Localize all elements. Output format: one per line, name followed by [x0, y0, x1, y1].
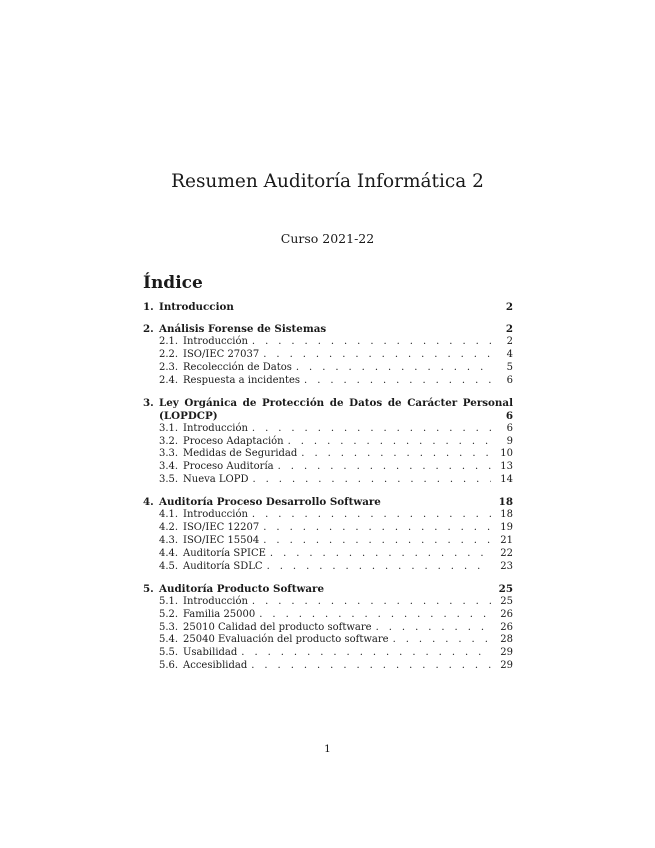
- toc-subsection-page: 5: [506, 361, 513, 373]
- toc-subsection-title: Proceso Adaptación: [183, 435, 284, 447]
- toc-subsection-page: 18: [500, 509, 513, 521]
- toc-subsection-page: 6: [506, 422, 513, 434]
- toc-subsection-title: Introducción: [183, 422, 248, 434]
- toc-subsection-entry[interactable]: [143, 423, 513, 436]
- toc-dot-leader: [270, 548, 491, 561]
- toc-section-page: 6: [505, 409, 513, 422]
- toc-subsection-entry[interactable]: [143, 336, 513, 349]
- toc-subsection-number: 3.4.: [159, 461, 179, 473]
- toc-section: [143, 397, 513, 488]
- toc-subsection-number: 2.1.: [159, 336, 179, 347]
- toc-subsection-number: 4.4.: [159, 547, 179, 559]
- toc-subsection-entry[interactable]: [143, 509, 513, 522]
- toc-subsection-page: 25: [500, 595, 513, 607]
- toc-subsection-number: 5.3.: [159, 621, 179, 633]
- toc-subsection-title: Auditoría SDLC: [183, 560, 263, 572]
- document-subtitle: Curso 2021-22: [280, 231, 375, 246]
- toc-dot-leader: [252, 509, 491, 522]
- toc-subsection-title: Medidas de Seguridad: [183, 448, 298, 460]
- toc-subsection-page: 9: [506, 435, 513, 447]
- toc-subsection-page: 10: [500, 448, 513, 460]
- toc-dot-leader: [278, 461, 491, 474]
- toc-section-entry-continued[interactable]: [143, 410, 513, 423]
- toc-subsection-title: Respuesta a incidentes: [183, 374, 301, 386]
- toc-subsection-title: Introducción: [183, 595, 248, 607]
- toc-subsection-number: 4.3.: [159, 534, 179, 546]
- toc-subsection-page: 26: [500, 621, 513, 633]
- toc-subsection-entry[interactable]: [143, 622, 513, 635]
- toc-section-title: Introduccion: [159, 301, 234, 313]
- toc-section: [143, 301, 513, 314]
- toc-subsection-number: 4.5.: [159, 560, 179, 572]
- toc-dot-leader: [393, 634, 491, 647]
- table-of-contents: [143, 301, 513, 682]
- toc-section-title: Auditoría Producto Software: [159, 582, 325, 595]
- toc-subsection-number: 3.3.: [159, 448, 179, 460]
- toc-subsection-entry[interactable]: [143, 647, 513, 660]
- toc-subsection-number: 2.4.: [159, 374, 179, 386]
- toc-subsection-page: 23: [500, 560, 513, 572]
- toc-subsection-entry[interactable]: [143, 375, 513, 388]
- toc-subsection-title: 25010 Calidad del producto software: [183, 621, 372, 633]
- toc-subsection-number: 5.5.: [159, 647, 179, 659]
- toc-section-number: 3.: [143, 396, 154, 409]
- toc-subsection-title: Introducción: [183, 336, 248, 347]
- toc-subsection-page: 6: [506, 374, 513, 386]
- toc-section-title: Auditoría Proceso Desarrollo Software: [159, 496, 381, 509]
- toc-dot-leader: [241, 647, 491, 660]
- toc-subsection-entry[interactable]: [143, 436, 513, 449]
- toc-subsection-page: 21: [500, 534, 513, 546]
- toc-subsection-page: 19: [500, 522, 513, 534]
- toc-subsection-entry[interactable]: [143, 535, 513, 548]
- toc-subsection-page: 28: [500, 634, 513, 646]
- toc-dot-leader: [301, 448, 491, 461]
- toc-subsection-page: 13: [500, 461, 513, 473]
- toc-subsection-entry[interactable]: [143, 660, 513, 673]
- toc-subsection-entry[interactable]: [143, 548, 513, 561]
- toc-section-number: 5.: [143, 582, 154, 595]
- toc-section-title-continued: (LOPDCP): [159, 409, 218, 422]
- toc-dot-leader: [288, 436, 491, 449]
- toc-subsection-entry[interactable]: [143, 448, 513, 461]
- toc-section-title: Ley Orgánica de Protección de Datos de Carácter Personal: [159, 396, 513, 409]
- toc-section-title: Análisis Forense de Sistemas: [159, 323, 327, 335]
- toc-subsection-entry[interactable]: [143, 609, 513, 622]
- toc-subsection-entry[interactable]: [143, 362, 513, 375]
- toc-subsection-entry[interactable]: [143, 596, 513, 609]
- toc-subsection-number: 5.6.: [159, 660, 179, 672]
- toc-dot-leader: [252, 596, 491, 609]
- toc-subsection-title: Familia 25000: [183, 608, 256, 620]
- toc-subsection-entry[interactable]: [143, 634, 513, 647]
- page-number: 1: [324, 743, 331, 755]
- toc-subsection-title: 25040 Evaluación del producto software: [183, 634, 389, 646]
- toc-section-entry[interactable]: [143, 496, 513, 509]
- toc-subsection-page: 14: [500, 474, 513, 486]
- toc-subsection-number: 2.2.: [159, 348, 179, 360]
- toc-section: [143, 496, 513, 574]
- toc-section-entry[interactable]: [143, 323, 513, 336]
- toc-section: [143, 583, 513, 673]
- toc-subsection-title: Auditoría SPICE: [183, 547, 266, 559]
- toc-section-entry[interactable]: [143, 301, 513, 314]
- toc-dot-leader: [263, 535, 491, 548]
- toc-subsection-title: ISO/IEC 27037: [183, 348, 260, 360]
- toc-dot-leader: [296, 362, 491, 375]
- toc-subsection-title: Introducción: [183, 509, 248, 521]
- toc-section: [143, 323, 513, 388]
- toc-dot-leader: [252, 423, 491, 436]
- toc-subsection-title: Recolección de Datos: [183, 361, 292, 373]
- toc-section-number: 4.: [143, 496, 154, 509]
- toc-subsection-number: 5.1.: [159, 595, 179, 607]
- toc-dot-leader: [263, 522, 491, 535]
- toc-section-page: 25: [498, 582, 513, 595]
- toc-subsection-page: 2: [506, 336, 513, 347]
- document-title: Resumen Auditoría Informática 2: [171, 171, 484, 192]
- toc-dot-leader: [304, 375, 491, 388]
- toc-dot-leader: [267, 561, 491, 574]
- toc-dot-leader: [252, 336, 491, 349]
- toc-subsection-title: Nueva LOPD: [183, 474, 249, 486]
- toc-subsection-entry[interactable]: [143, 474, 513, 487]
- toc-subsection-page: 26: [500, 608, 513, 620]
- toc-dot-leader: [263, 349, 491, 362]
- toc-subsection-number: 3.5.: [159, 474, 179, 486]
- toc-subsection-entry[interactable]: [143, 349, 513, 362]
- toc-section-entry[interactable]: [143, 397, 513, 410]
- toc-section-page: 2: [505, 323, 513, 335]
- toc-subsection-title: ISO/IEC 12207: [183, 522, 260, 534]
- toc-subsection-number: 5.4.: [159, 634, 179, 646]
- toc-subsection-page: 4: [506, 348, 513, 360]
- toc-subsection-number: 2.3.: [159, 361, 179, 373]
- toc-subsection-entry[interactable]: [143, 561, 513, 574]
- toc-subsection-page: 29: [500, 660, 513, 672]
- toc-subsection-number: 5.2.: [159, 608, 179, 620]
- toc-subsection-entry[interactable]: [143, 461, 513, 474]
- toc-section-page: 2: [505, 301, 513, 313]
- toc-subsection-title: ISO/IEC 15504: [183, 534, 260, 546]
- toc-section-entry[interactable]: [143, 583, 513, 596]
- toc-subsection-number: 4.2.: [159, 522, 179, 534]
- toc-subsection-number: 4.1.: [159, 509, 179, 521]
- toc-subsection-number: 3.2.: [159, 435, 179, 447]
- toc-heading: Índice: [143, 273, 203, 293]
- toc-subsection-entry[interactable]: [143, 522, 513, 535]
- toc-subsection-page: 29: [500, 647, 513, 659]
- toc-dot-leader: [259, 609, 491, 622]
- toc-dot-leader: [252, 474, 491, 487]
- toc-dot-leader: [251, 660, 491, 673]
- toc-subsection-page: 22: [500, 547, 513, 559]
- toc-section-number: 1.: [143, 301, 154, 313]
- toc-subsection-number: 3.1.: [159, 422, 179, 434]
- toc-section-number: 2.: [143, 323, 154, 335]
- toc-subsection-title: Proceso Auditoría: [183, 461, 274, 473]
- toc-section-page: 18: [498, 496, 513, 509]
- toc-subsection-title: Accesiblidad: [183, 660, 248, 672]
- toc-dot-leader: [376, 622, 491, 635]
- toc-subsection-title: Usabilidad: [183, 647, 238, 659]
